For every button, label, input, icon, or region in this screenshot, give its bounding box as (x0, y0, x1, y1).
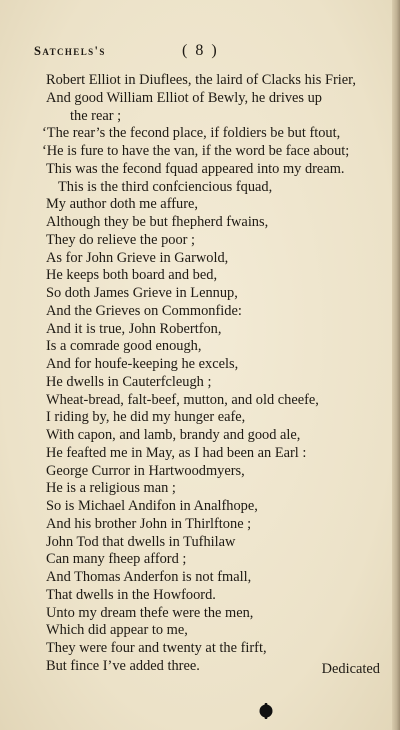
text-line: This is the third confciencious fquad, (58, 178, 273, 195)
text-line: He feafted me in May, as I had been an Earl : (46, 444, 307, 461)
catchword: Dedicated (321, 661, 380, 677)
text-line: And for houfe-keeping he excels, (46, 356, 239, 372)
text-line: And Thomas Anderfon is not fmall, (46, 569, 252, 585)
text-line: ‘The rear’s the fecond place, if foldiers be but ftout, (42, 125, 341, 142)
page-gutter-shadow (392, 0, 400, 730)
text-line: George Curror in Hartwoodmyers, (46, 462, 245, 479)
text-line: And his brother John in Thirlftone ; (46, 515, 252, 532)
printer-ornament-icon (258, 703, 274, 719)
text-line: And good William Elliot of Bewly, he drives up (46, 89, 323, 106)
text-line: the rear ; (70, 107, 122, 124)
text-line: And it is true, John Robertfon, (46, 320, 222, 337)
text-line: So is Michael Andifon in Analfhope, (46, 498, 258, 514)
text-line: With capon, and lamb, brandy and good ale, (46, 427, 301, 443)
text-line: My author doth me affure, (46, 196, 198, 213)
text-line: That dwells in the Howfoord. (46, 586, 216, 603)
text-line: Which did appear to me, (46, 622, 188, 639)
page-header (34, 42, 284, 64)
text-line: They do relieve the poor ; (46, 231, 196, 248)
text-line: Although they be but fhepherd fwains, (46, 214, 269, 230)
text-line: This was the fecond fquad appeared into my dream. (46, 160, 345, 177)
text-line: Can many fheep afford ; (46, 551, 187, 568)
text-line: Unto my dream thefe were the men, (46, 604, 254, 621)
text-line: So doth James Grieve in Lennup, (46, 285, 238, 301)
text-line: They were four and twenty at the firft, (46, 640, 267, 656)
text-line: I riding by, he did my hunger eafe, (46, 409, 246, 426)
text-line: ‘He is fure to have the van, if the word be face about; (42, 143, 350, 159)
text-line: He is a religious man ; (46, 480, 176, 497)
text-line: As for John Grieve in Garwold, (46, 249, 229, 266)
text-line: He keeps both board and bed, (46, 267, 218, 284)
text-line: And the Grieves on Commonfide: (46, 302, 242, 319)
poem-text (42, 72, 392, 676)
running-head: Satchels's (34, 44, 106, 58)
text-line: Wheat-bread, falt-beef, mutton, and old cheefe, (46, 391, 319, 408)
text-line: Is a comrade good enough, (46, 338, 202, 355)
text-line: John Tod that dwells in Tufhilaw (46, 533, 236, 550)
page-number: ( 8 ) (182, 42, 219, 59)
text-line: Robert Elliot in Diuflees, the laird of Clacks his Frier, (46, 72, 356, 88)
text-line: But fince I’ve added three. (46, 657, 200, 674)
text-line: He dwells in Cauterfcleugh ; (46, 373, 212, 390)
